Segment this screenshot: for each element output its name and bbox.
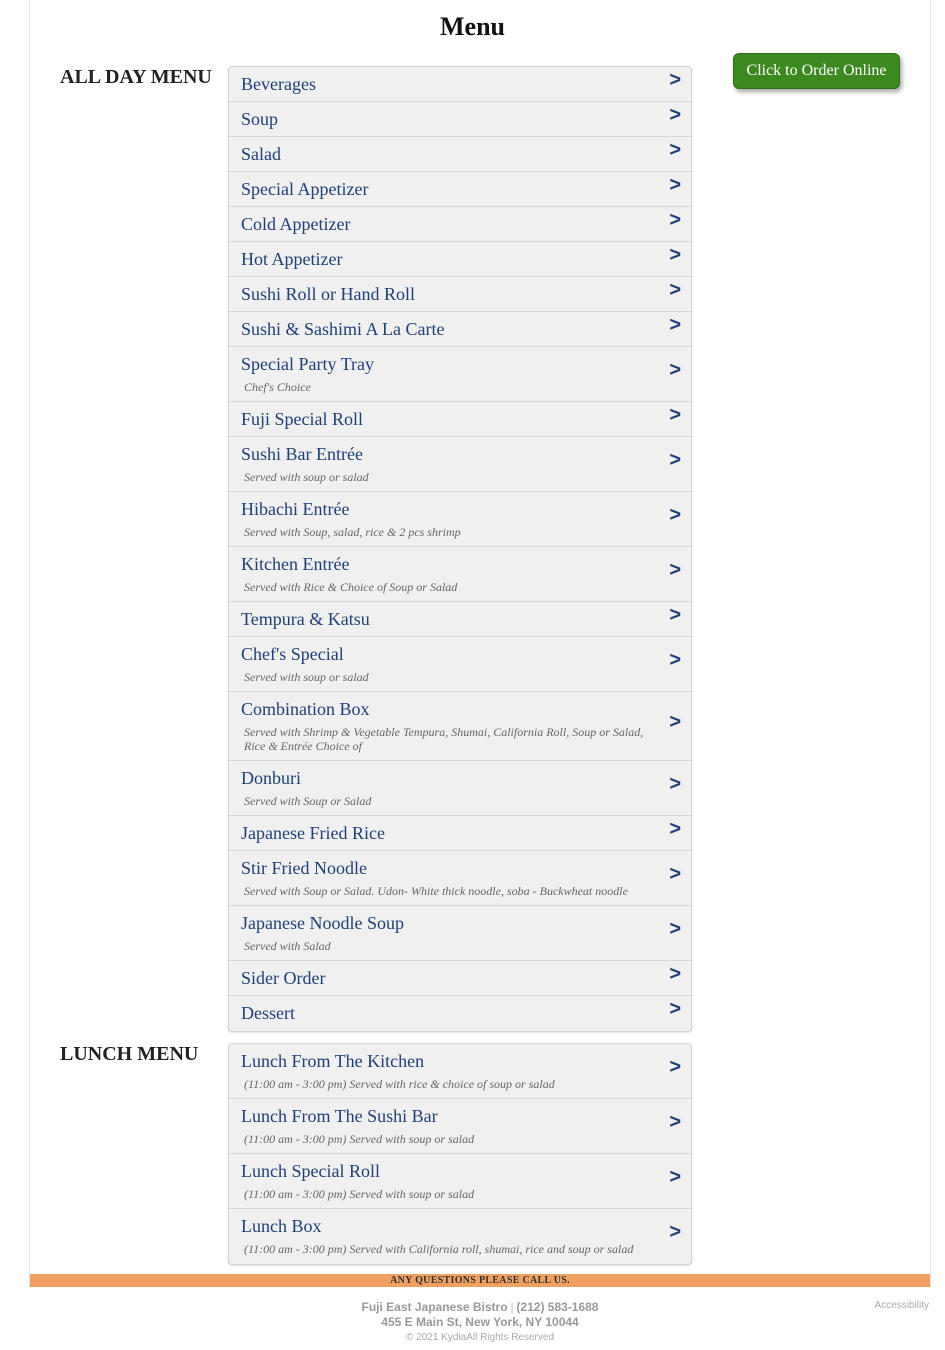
chevron-right-icon: > [669, 279, 681, 301]
menu-category-name: Lunch Special Roll [241, 1161, 380, 1181]
copyright-text: © 2021 [405, 1332, 439, 1343]
menu-category-name: Soup [241, 109, 279, 129]
chevron-right-icon: > [669, 1111, 681, 1133]
menu-category-item[interactable] [229, 67, 691, 102]
chevron-right-icon: > [669, 818, 681, 840]
chevron-right-icon: > [669, 359, 681, 381]
chevron-right-icon: > [669, 404, 681, 426]
menu-category-item[interactable] [229, 1044, 691, 1099]
menu-category-name: Hot Appetizer [241, 249, 343, 269]
menu-category-name: Special Appetizer [241, 179, 369, 199]
menu-category-name: Lunch From The Kitchen [241, 1051, 425, 1071]
menu-category-name: Sushi Roll or Hand Roll [241, 284, 416, 304]
menu-category-description: Served with soup or salad [244, 470, 369, 484]
menu-category-name: Tempura & Katsu [241, 609, 370, 629]
chevron-right-icon: > [669, 649, 681, 671]
menu-category-item[interactable] [229, 996, 691, 1031]
menu-category-item[interactable] [229, 692, 691, 761]
menu-category-name: Chef's Special [241, 644, 344, 664]
chevron-right-icon: > [669, 504, 681, 526]
menu-category-description: Chef's Choice [244, 380, 311, 394]
menu-category-description: (11:00 am - 3:00 pm) Served with soup or salad [244, 1132, 475, 1146]
chevron-right-icon: > [669, 604, 681, 626]
menu-category-name: Japanese Noodle Soup [241, 913, 404, 933]
accessibility-link[interactable]: Accessibility [874, 1300, 929, 1311]
menu-category-item[interactable] [229, 242, 691, 277]
chevron-right-icon: > [669, 559, 681, 581]
chevron-right-icon: > [669, 209, 681, 231]
phone-number[interactable]: (212) 583-1688 [516, 1300, 599, 1314]
chevron-right-icon: > [669, 1166, 681, 1188]
menu-category-item[interactable] [229, 602, 691, 637]
menu-category-name: Beverages [241, 74, 316, 94]
menu-category-item[interactable] [229, 312, 691, 347]
footer-info [0, 1300, 945, 1345]
menu-category-item[interactable] [229, 1099, 691, 1154]
menu-category-name: Hibachi Entrée [241, 499, 350, 519]
menu-category-name: Combination Box [241, 699, 370, 719]
menu-category-name: Donburi [241, 768, 301, 788]
menu-category-name: Cold Appetizer [241, 214, 351, 234]
menu-category-description: (11:00 am - 3:00 pm) Served with rice & choice of soup or salad [244, 1077, 555, 1091]
menu-category-description: Served with Soup, salad, rice & 2 pcs shrimp [244, 525, 461, 539]
menu-category-name: Salad [241, 144, 281, 164]
chevron-right-icon: > [669, 998, 681, 1020]
menu-category-item[interactable] [229, 1209, 691, 1264]
chevron-right-icon: > [669, 174, 681, 196]
menu-category-name: Lunch Box [241, 1216, 322, 1236]
menu-category-item[interactable] [229, 402, 691, 437]
menu-category-description: Served with Shrimp & Vegetable Tempura, Shumai, California Roll, Soup or Salad, Rice & Entrée Choice of [244, 725, 644, 753]
chevron-right-icon: > [669, 863, 681, 885]
footer-contact-line [0, 1300, 945, 1315]
menu-category-name: Stir Fried Noodle [241, 858, 367, 878]
order-online-button[interactable]: Click to Order Online [733, 53, 900, 89]
menu-category-item[interactable] [229, 851, 691, 906]
all-day-menu-label: ALL DAY MENU [60, 66, 212, 88]
menu-category-item[interactable] [229, 172, 691, 207]
rights-text: All Rights Reserved [466, 1332, 554, 1343]
menu-category-name: Lunch From The Sushi Bar [241, 1106, 438, 1126]
menu-category-description: Served with soup or salad [244, 670, 369, 684]
chevron-right-icon: > [669, 69, 681, 91]
menu-category-name: Fuji Special Roll [241, 409, 364, 429]
lunch-menu-label: LUNCH MENU [60, 1043, 199, 1065]
menu-category-item[interactable] [229, 637, 691, 692]
business-address: 455 E Main St, New York, NY 10044 [381, 1315, 579, 1329]
menu-category-item[interactable] [229, 492, 691, 547]
menu-category-name: Sushi & Sashimi A La Carte [241, 319, 445, 339]
menu-category-name: Kitchen Entrée [241, 554, 350, 574]
chevron-right-icon: > [669, 918, 681, 940]
lunch-menu-list [228, 1043, 692, 1265]
menu-category-name: Dessert [241, 1003, 295, 1023]
menu-category-description: Served with Rice & Choice of Soup or Salad [244, 580, 458, 594]
menu-category-item[interactable] [229, 1154, 691, 1209]
menu-category-name: Sushi Bar Entrée [241, 444, 363, 464]
menu-category-item[interactable] [229, 547, 691, 602]
menu-category-item[interactable] [229, 347, 691, 402]
menu-category-description: Served with Salad [244, 939, 331, 953]
chevron-right-icon: > [669, 1056, 681, 1078]
chevron-right-icon: > [669, 963, 681, 985]
menu-category-item[interactable] [229, 761, 691, 816]
menu-category-item[interactable] [229, 961, 691, 996]
business-name: Fuji East Japanese Bistro [361, 1300, 508, 1314]
brand-link[interactable]: Kydia [441, 1332, 467, 1343]
chevron-right-icon: > [669, 711, 681, 733]
menu-category-item[interactable] [229, 207, 691, 242]
page-title: Menu [440, 12, 505, 41]
menu-category-item[interactable] [229, 906, 691, 961]
chevron-right-icon: > [669, 1221, 681, 1243]
menu-category-name: Japanese Fried Rice [241, 823, 385, 843]
menu-category-description: Served with Soup or Salad [244, 794, 372, 808]
menu-category-item[interactable] [229, 102, 691, 137]
chevron-right-icon: > [669, 449, 681, 471]
menu-category-name: Sider Order [241, 968, 326, 988]
chevron-right-icon: > [669, 314, 681, 336]
menu-category-name: Special Party Tray [241, 354, 374, 374]
menu-category-item[interactable] [229, 816, 691, 851]
menu-category-description: Served with Soup or Salad. Udon- White thick noodle, soba - Buckwheat noodle [244, 884, 628, 898]
copyright-line [0, 1331, 945, 1345]
menu-category-description: (11:00 am - 3:00 pm) Served with California roll, shumai, rice and soup or salad [244, 1242, 634, 1256]
all-day-menu-list [228, 66, 692, 1032]
chevron-right-icon: > [669, 139, 681, 161]
chevron-right-icon: > [669, 104, 681, 126]
call-us-banner: ANY QUESTIONS PLEASE CALL US. [30, 1274, 930, 1287]
menu-category-item[interactable] [229, 437, 691, 492]
menu-category-item[interactable] [229, 137, 691, 172]
footer-separator: | [510, 1302, 514, 1314]
menu-category-item[interactable] [229, 277, 691, 312]
chevron-right-icon: > [669, 244, 681, 266]
menu-category-description: (11:00 am - 3:00 pm) Served with soup or salad [244, 1187, 475, 1201]
chevron-right-icon: > [669, 773, 681, 795]
